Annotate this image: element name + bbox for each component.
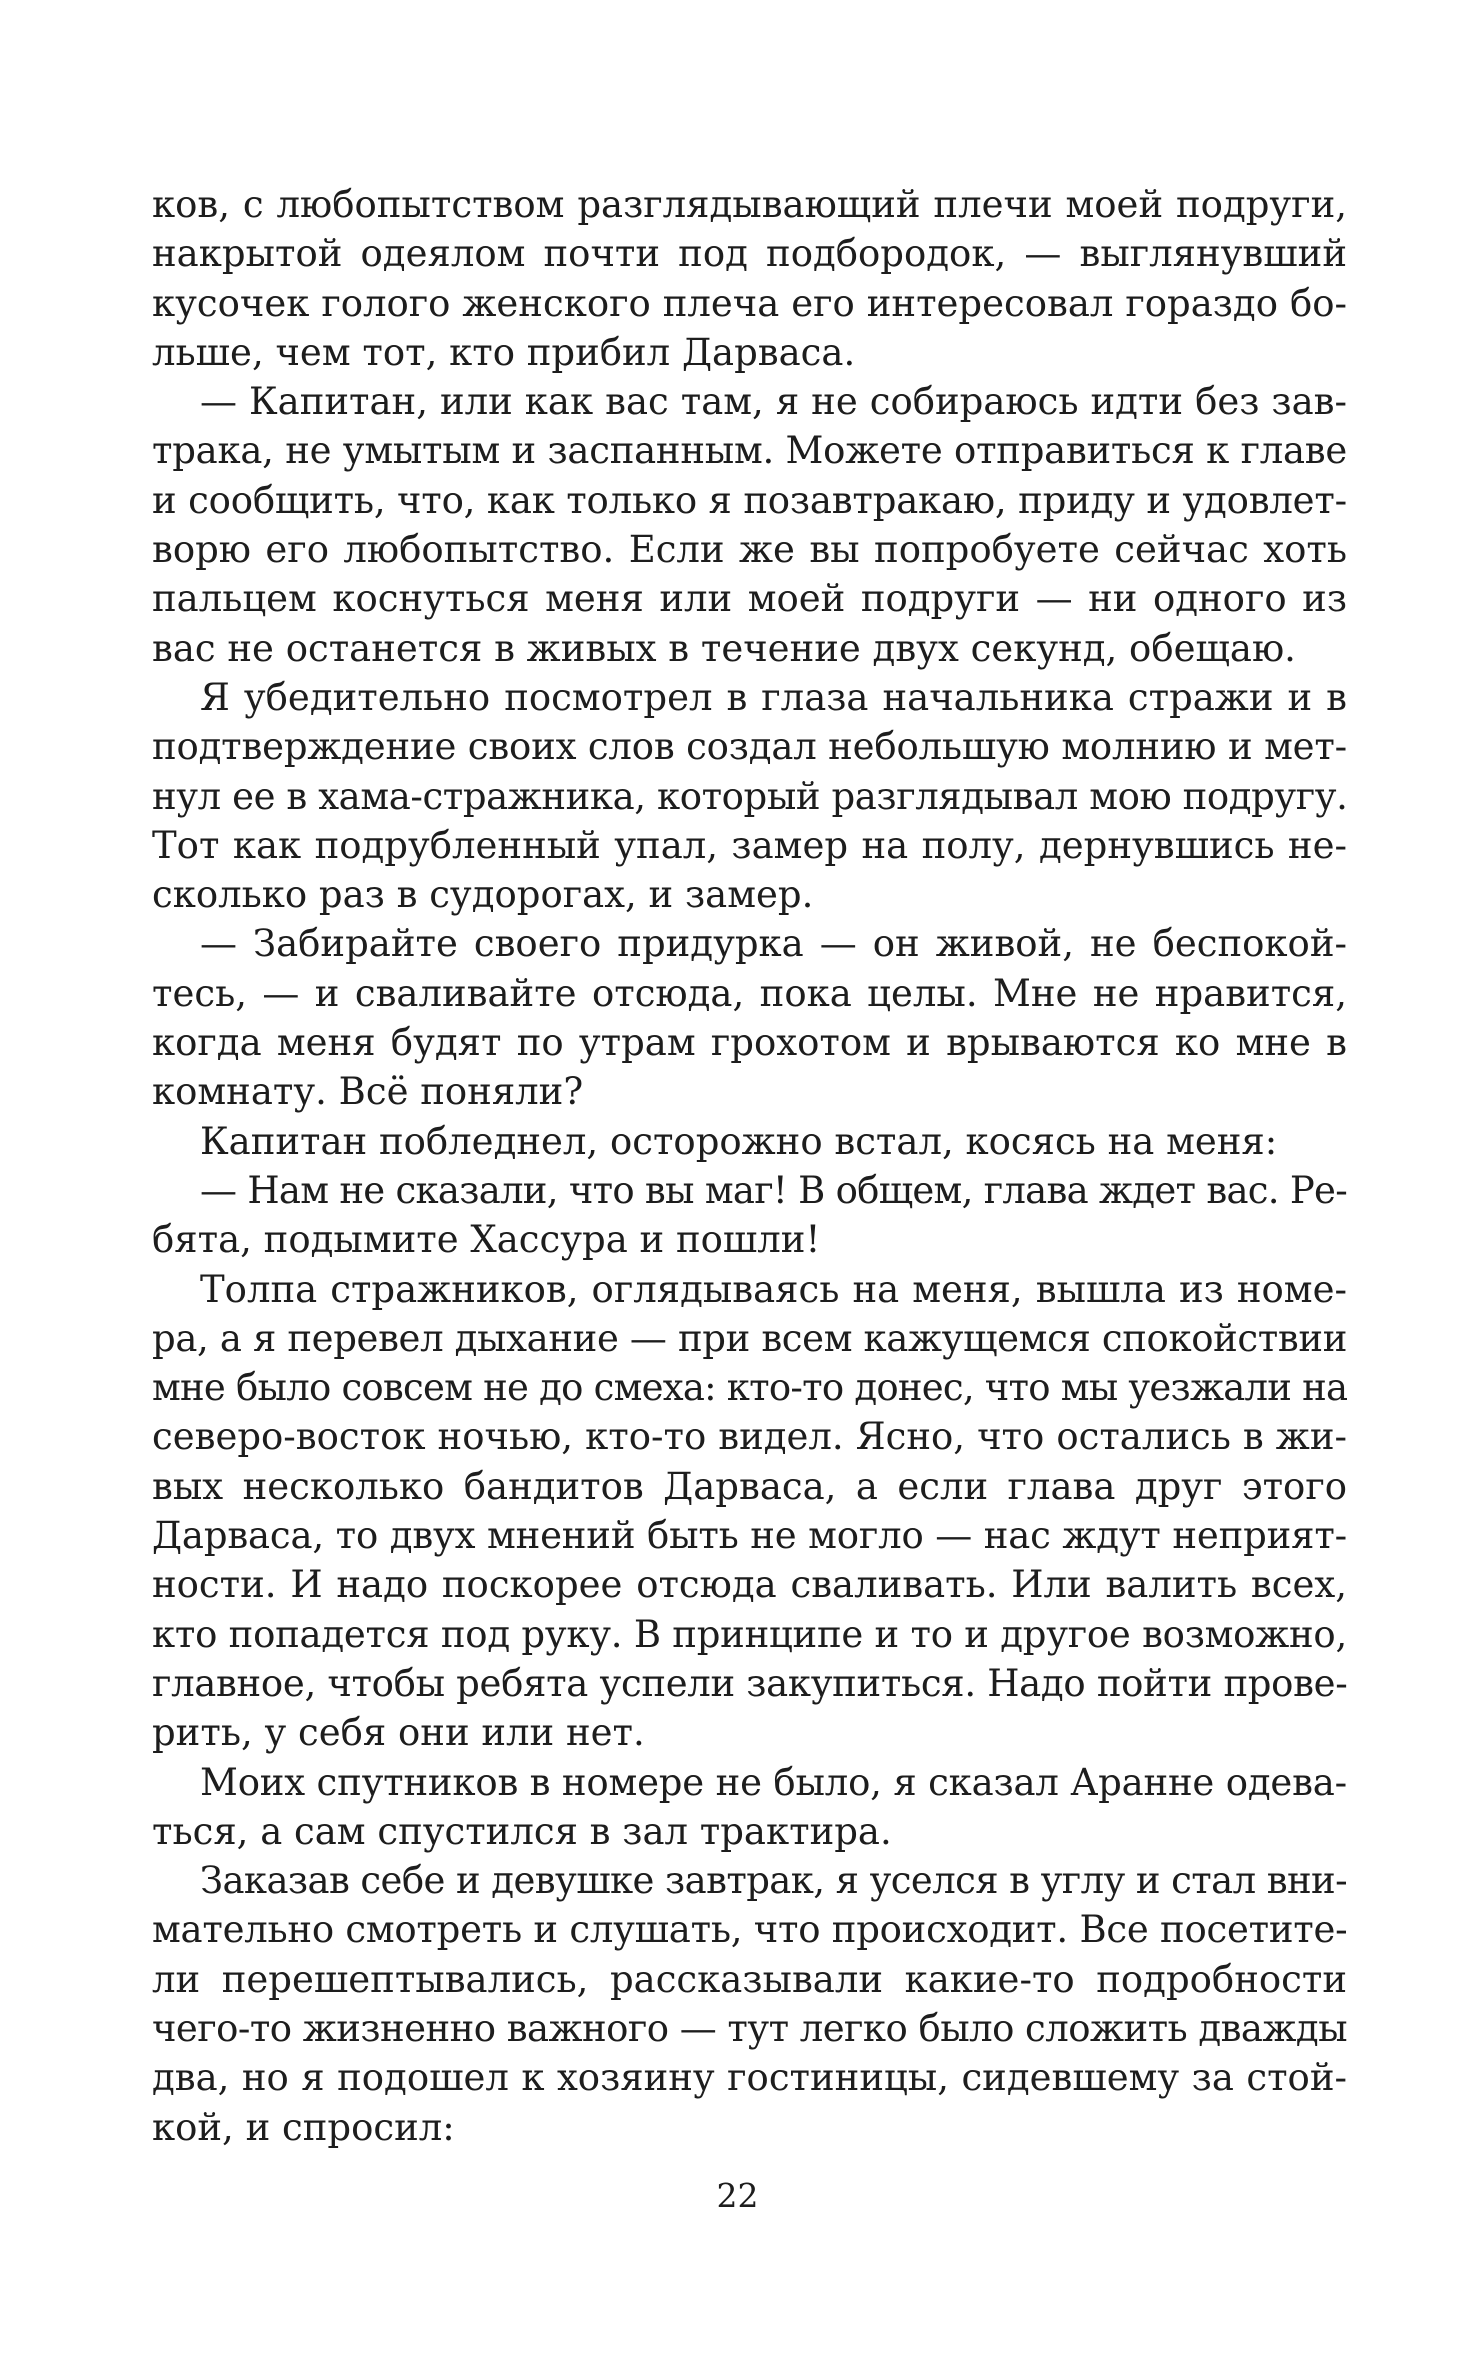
page-number: 22: [716, 2176, 759, 2215]
text-line: комнату. Всё поняли?: [152, 1070, 584, 1114]
paragraph: [152, 377, 1347, 673]
text-line: ться, а сам спустился в зал трактира.: [152, 1809, 892, 1853]
text-line: кой, и спросил:: [152, 2105, 455, 2149]
text-line: — Забирайте своего придурка — он живой, не беспокой-: [200, 922, 1347, 966]
text-line: Толпа стражников, оглядываясь на меня, вышла из номе-: [200, 1267, 1347, 1311]
text-line: ности. И надо поскорее отсюда сваливать. Или валить всех,: [152, 1563, 1347, 1607]
paragraph: [152, 919, 1347, 1116]
text-line: Дарваса, то двух мнений быть не могло — нас ждут неприят-: [152, 1514, 1347, 1558]
text-line: и сообщить, что, как только я позавтракаю, приду и удовлет-: [152, 478, 1347, 522]
paragraph: [152, 1117, 1347, 1166]
text-line: вас не останется в живых в течение двух секунд, обещаю.: [152, 626, 1296, 670]
text-line: северо-восток ночью, кто-то видел. Ясно, что остались в жи-: [152, 1415, 1347, 1459]
text-line: вых несколько бандитов Дарваса, а если глава друг этого: [152, 1464, 1347, 1508]
text-line: главное, чтобы ребята успели закупиться. Надо пойти прове-: [152, 1661, 1348, 1705]
text-line: пальцем коснуться меня или моей подруги — ни одного из: [152, 577, 1347, 621]
paragraph: [152, 673, 1347, 919]
text-line: льше, чем тот, кто прибил Дарваса.: [152, 330, 856, 374]
text-line: Моих спутников в номере не было, я сказал Аранне одева-: [200, 1760, 1347, 1804]
text-line: тесь, — и сваливайте отсюда, пока целы. Мне не нравится,: [152, 971, 1347, 1015]
text-line: рить, у себя они или нет.: [152, 1711, 645, 1755]
text-line: — Нам не сказали, что вы маг! В общем, глава ждет вас. Ре-: [200, 1168, 1347, 1212]
text-line: ков, с любопытством разглядывающий плечи моей подруги,: [152, 183, 1347, 226]
text-line: нул ее в хама-стражника, который разглядывал мою подругу.: [152, 774, 1348, 818]
text-line: подтверждение своих слов создал небольшую молнию и мет-: [152, 725, 1347, 769]
text-line: два, но я подошел к хозяину гостиницы, сидевшему за стой-: [152, 2056, 1347, 2100]
text-line: Я убедительно посмотрел в глаза начальника стражи и в: [200, 675, 1347, 719]
text-line: кусочек голого женского плеча его интересовал гораздо бо-: [152, 281, 1347, 325]
text-line: ра, а я перевел дыхание — при всем кажущемся спокойствии: [152, 1316, 1347, 1360]
text-line: Капитан побледнел, осторожно встал, косясь на меня:: [200, 1119, 1278, 1163]
text-line: мне было совсем не до смеха: кто-то донес, что мы уезжали на: [152, 1366, 1348, 1410]
text-line: — Капитан, или как вас там, я не собираюсь идти без зав-: [200, 380, 1347, 424]
paragraph: [152, 1265, 1347, 1758]
paragraph: [152, 1166, 1347, 1265]
page-body: [152, 180, 1347, 2152]
text-line: Тот как подрубленный упал, замер на полу, дернувшись не-: [152, 823, 1347, 867]
text-line: когда меня будят по утрам грохотом и врываются ко мне в: [152, 1021, 1347, 1065]
text-line: чего-то жизненно важного — тут легко было сложить дважды: [152, 2006, 1348, 2050]
text-line: кто попадется под руку. В принципе и то и другое возможно,: [152, 1612, 1347, 1656]
paragraph: [152, 1856, 1347, 2152]
paragraph: [152, 180, 1347, 377]
text-line: сколько раз в судорогах, и замер.: [152, 873, 814, 917]
text-line: трака, не умытым и заспанным. Можете отправиться к главе: [152, 429, 1347, 473]
text-line: бята, подымите Хассура и пошли!: [152, 1218, 821, 1262]
text-line: накрытой одеялом почти под подбородок, — выглянувший: [152, 232, 1347, 276]
text-line: мательно смотреть и слушать, что происходит. Все посетите-: [152, 1908, 1348, 1952]
text-line: Заказав себе и девушке завтрак, я уселся в углу и стал вни-: [200, 1859, 1347, 1903]
paragraph: [152, 1758, 1347, 1857]
text-line: ворю его любопытство. Если же вы попробуете сейчас хоть: [152, 528, 1347, 572]
text-line: ли перешептывались, рассказывали какие-то подробности: [152, 1957, 1347, 2001]
